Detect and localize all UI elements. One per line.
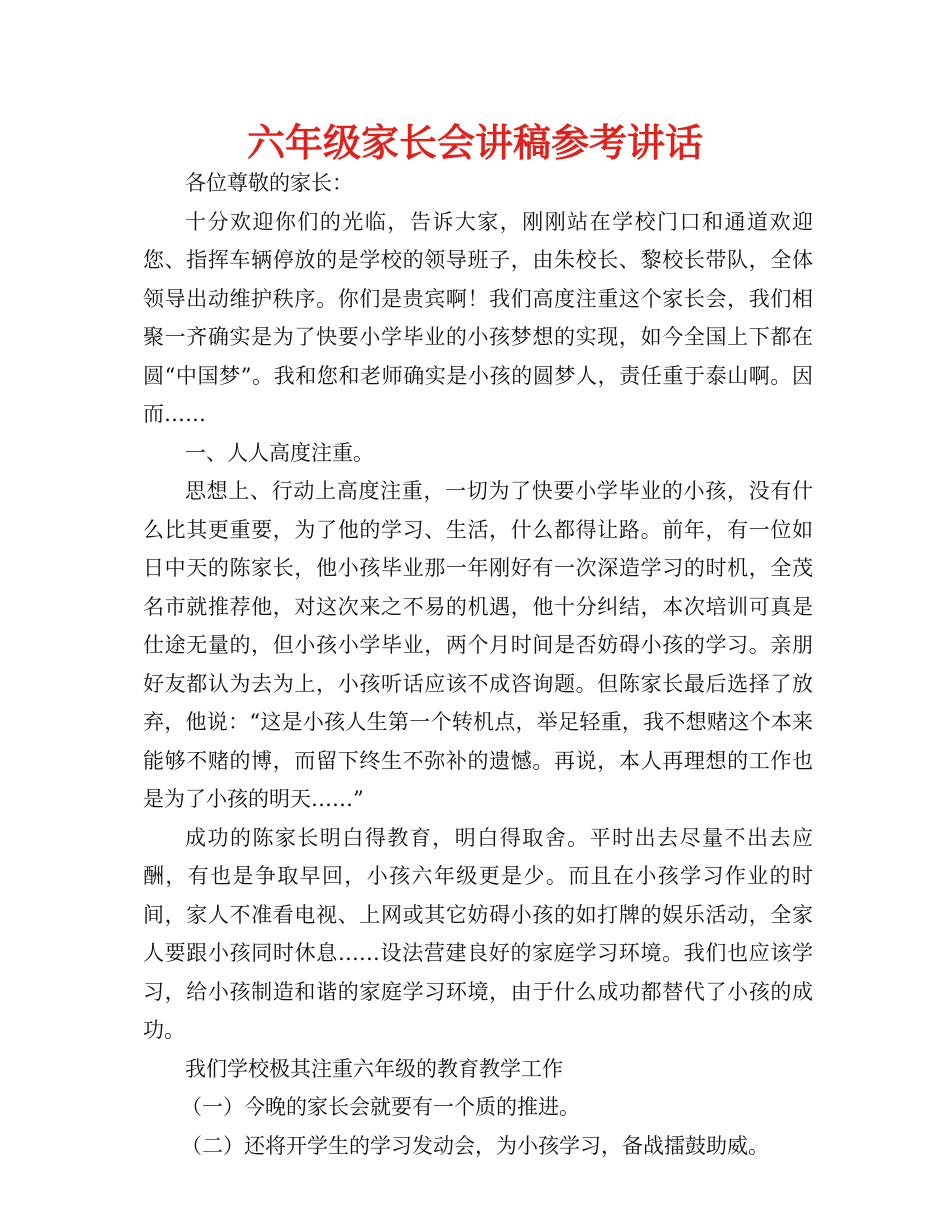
story-paragraph: 思想上、行动上高度注重，一切为了快要小学毕业的小孩，没有什么比其更重要，为了他的学习、生活，什么都得让路。前年，有一位如日中天的陈家长，他小孩毕业那一年刚好有一次深造学习的时机，全茂名市就推荐他，对这次来之不易的机遇，他十分纠结，本次培训可真是仕途无量的，但小孩小学毕业，两个月时间是否妨碍小孩的学习。亲朋好友都认为去为上，小孩听话应该不成咨询题。但陈家长最后选择了放弃，他说：“这是小孩人生第一个转机点，举足轻重，我不想赌这个本来能够不赌的博，而留下终生不弥补的遗憾。再说，本人再理想的工作也是为了小孩的明天……” bbox=[143, 479, 813, 811]
section-heading-1: 一、人人高度注重。 bbox=[185, 440, 374, 465]
welcome-paragraph: 十分欢迎你们的光临，告诉大家，刚刚站在学校门口和通道欢迎您、指挥车辆停放的是学校的领导班子，由朱校长、黎校长带队，全体领导出动维护秩序。你们是贵宾啊！我们高度注重这个家长会，我们相聚一齐确实是为了快要小学毕业的小孩梦想的实现，如今全国上下都在圆“中国梦”。我和您和老师确实是小孩的圆梦人，责任重于泰山啊。因而…… bbox=[143, 209, 813, 426]
school-emphasis-paragraph: 我们学校极其注重六年级的教育教学工作 bbox=[185, 1056, 563, 1081]
document-body bbox=[143, 164, 813, 1165]
lesson-paragraph: 成功的陈家长明白得教育，明白得取舍。平时出去尽量不出去应酬，有也是争取早回，小孩六年级更是少。而且在小孩学习作业的时间，家人不准看电视、上网或其它妨碍小孩的如打牌的娱乐活动，全家人要跟小孩同时休息……设法营建良好的家庭学习环境。我们也应该学习，给小孩制造和谐的家庭学习环境，由于什么成功都替代了小孩的成功。 bbox=[143, 825, 813, 1042]
greeting-paragraph: 各位尊敬的家长： bbox=[185, 171, 353, 195]
document-title: 六年级家长会讲稿参考讲话 bbox=[246, 121, 703, 165]
list-item-1: （一）今晚的家长会就要有一个质的推进。 bbox=[181, 1095, 580, 1119]
list-item-2: （二）还将开学生的学习发动会，为小孩学习，备战擂鼓助威。 bbox=[181, 1133, 769, 1158]
